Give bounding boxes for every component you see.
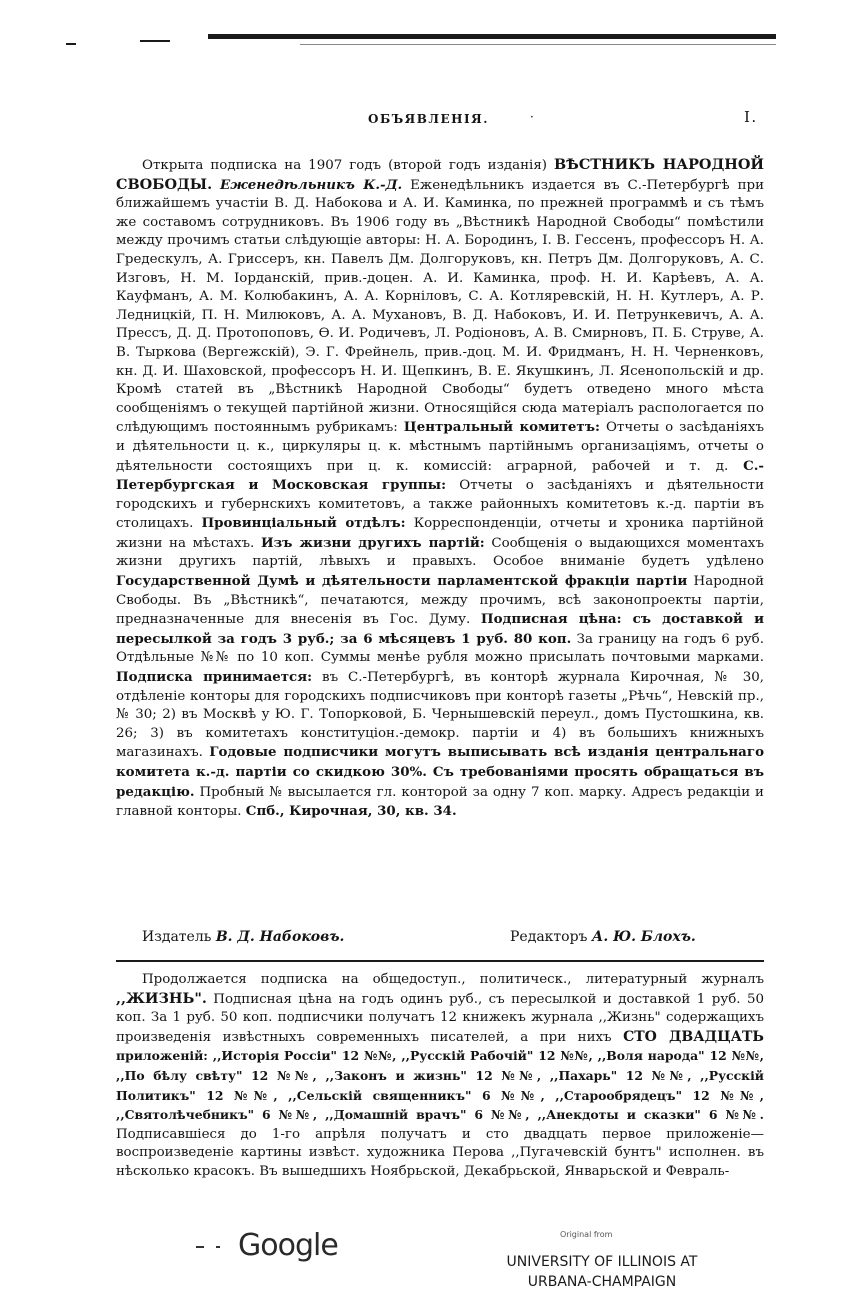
- section-divider: [116, 960, 764, 962]
- ad1-text: Еженедѣльникъ издается въ С.-Петербургѣ при ближайшемъ участіи В. Д. Набокова и А. И. Каминка, по прежней программѣ и съ тѣмъ же составомъ сотрудниковъ. Въ 1906 году въ „Вѣстникѣ Народной Свободы“ помѣстили между прочимъ статьи слѣдующіе авторы: Н. А. Бородинъ, І. В. Гессенъ, профессоръ Н. А. Гредескулъ, А. Гриссеръ, кн. Павелъ Дм. Долгоруковъ, кн. Петръ Дм. Долгоруковъ, А. С. Изговъ, Н. М. Іорданскій, прив.-доцен. А. И. Каминка, проф. Н. И. Карѣевъ, А. А. Кауфманъ, А. М. Колюбакинъ, А. А. Корнiловъ, С. А. Котляревскій, Н. Н. Кутлеръ, А. Р. Ледницкій, П. Н. Милюковъ, А. А. Мухановъ, В. Д. Набоковъ, И. И. Петрункевичъ, А. А. Прессъ, Д. Д. Протопоповъ, Ѳ. И. Родичевъ, Л. Родіоновъ, А. В. Смирновъ, П. Б. Струве, А. В. Тыркова (Вергежскій), Э. Г. Фрейнель, прив.-доц. М. И. Фридманъ, Н. Н. Черненковъ, кн. Д. И. Шаховской, профессоръ Н. И. Щепкинъ, В. Е. Якушкинъ, Л. Ясенопольскій и др. Кромѣ статей въ „Вѣстникѣ Народной Свободы“ будетъ отведено много мѣста сообщеніямъ о текущей партійной жизни. Относящійся сюда матеріалъ распологается по слѣдующимъ постояннымъ рубрикамъ:: [116, 177, 764, 436]
- header-dot: ·: [530, 110, 536, 124]
- original-from-label: Original from: [560, 1230, 613, 1239]
- ad1-rubric: Подписка принимается:: [116, 669, 313, 686]
- ad1-text: Народной Свободы. Въ „Вѣстникѣ“, печатаются, между прочимъ, всѣ законопроекты партіи, предназначенные для внесенія въ Гос. Думу.: [116, 574, 764, 628]
- editor-label: Редакторъ: [510, 929, 588, 945]
- top-rule-tick: [66, 43, 76, 45]
- ad1-text: Корреспонденціи, отчеты и хроника партійной жизни на мѣстахъ.: [116, 516, 764, 551]
- ad1-text: Отчеты о засѣданіяхъ и дѣятельности ц. к., циркуляры ц. к. мѣстнымъ партійнымъ организаціямъ, отчеты о дѣятельности состоящихъ при ц. к. комиссій: аграрной, рабочей и т. д.: [116, 420, 764, 474]
- ad1-rubric: Провинціальный отдѣлъ:: [201, 515, 406, 532]
- page-number: I.: [744, 108, 758, 126]
- ad1-text: въ С.-Петербургѣ, въ конторѣ журнала Кирочная, № 30, отдѣленіе конторы для городскихъ подписчиковъ при конторѣ газеты „Рѣчь“, Невскій пр., № 30; 2) въ Москвѣ у Ю. Г. Топорковой, Б. Чернышевскій переул., домъ Пустошкина, кв. 26; 3) въ комитетахъ конституціон.-демокр. партіи и 4) въ большихъ книжныхъ магазинахъ.: [116, 670, 764, 761]
- google-mark-dash: [216, 1246, 220, 1248]
- ad1-address: Спб., Кирочная, 30, кв. 34.: [245, 803, 457, 820]
- top-rule-thin: [300, 44, 776, 45]
- ad2-text: Продолжается подписка на общедоступ., политическ., литературный журналъ: [142, 972, 764, 987]
- top-rule-short: [140, 40, 170, 42]
- ad1-text: Отчеты о засѣданіяхъ и дѣятельности городскихъ и губернскихъ комитетовъ, а также районныхъ комитетовъ к.-д. партіи въ столицахъ.: [116, 478, 764, 532]
- advertisement-zhizn: [116, 971, 764, 1182]
- ad1-subtitle: Еженедѣльникъ К.-Д.: [220, 176, 403, 193]
- google-mark-dash: [196, 1246, 204, 1248]
- ad2-supplements: приложеній: ,,Исторія Россіи" 12 №№, ,,Русскій Рабочій" 12 №№, ,,Воля народа" 12 №№, ,,По бѣлу свѣту" 12 №№, ,,Законъ и жизнь" 12 №№, ,,Пахарь" 12 №№, ,,Русскій Политикъ" 12 №№, ,,Сельскій священникъ" 6 №№, ,,Старообрядецъ" 12 №№, ,,Cвятолѣчебникъ" 6 №№, ,,Домашній врачъ" 6 №№, ,,Анекдоты и сказки" 6 №№.: [116, 1048, 764, 1123]
- publisher-name: В. Д. Набоковъ.: [215, 929, 345, 945]
- page-title: ОБЪЯВЛЕНІЯ.: [368, 112, 489, 126]
- ad2-text: Подписная цѣна на годъ одинъ руб., съ пересылкой и доставкой 1 руб. 50 коп. За 1 руб. 50 коп. подписчики получатъ 12 книжекъ журнала ,,Жизнь" содержащихъ произведенія извѣстныхъ современныхъ писателей, а при нихъ: [116, 991, 764, 1045]
- ad2-text: Подписавшіеся до 1-го апрѣля получатъ и сто двадцать первое приложеніе—воспроизведеніе картины извѣст. художника Перова ,,Пугачевскій бунтъ" исполнен. въ нѣсколько красокъ. Въ вышедшихъ Ноябрьской, Декабрьской, Январьской и Февраль-: [116, 1126, 764, 1179]
- ad1-journal-title: ВѢСТНИКЪ НАРОДНОЙ СВОБОДЫ.: [116, 156, 764, 193]
- ad1-text: Сообщенія о выдающихся моментахъ жизни другихъ партій, лѣвыхъ и правыхъ. Особое вниманіе будетъ удѣлено: [116, 535, 765, 570]
- ad1-rubric: С.-Петербургская и Московская группы:: [116, 457, 764, 494]
- publisher-signature: [142, 929, 344, 945]
- page-header: [0, 108, 851, 130]
- ad1-price: Подписная цѣна: съ доставкой и пересылкой за годъ 3 руб.; за 6 мѣсяцевъ 1 руб. 80 коп.: [116, 611, 764, 647]
- top-rule-main: [208, 34, 776, 39]
- ad1-rubric: Изъ жизни другихъ партій:: [260, 534, 485, 551]
- ad1-text: Пробный № высылается гл. конторой за одну 7 коп. марку. Адресъ редакціи и главной конторы.: [116, 784, 764, 820]
- ad1-text: Открыта подписка на 1907 годъ (второй годъ изданія): [142, 158, 548, 173]
- ad1-emphasis: Годовые подписчики могутъ выписывать всѣ изданія центральнаго комитета к.-д. партіи со скидкою 30%. Съ требованіями просять обращаться въ редакцію.: [116, 744, 764, 800]
- ad1-emphasis: Государственной Думѣ и дѣятельности парламентской фракціи партіи: [116, 573, 688, 590]
- ad2-emphasis: СТО ДВАДЦАТЬ: [623, 1028, 764, 1045]
- ad2-journal-title: ,,ЖИЗНЬ".: [116, 989, 207, 1007]
- advertisement-vestnik: [116, 156, 764, 822]
- ad1-rubric: Центральный комитетъ:: [403, 419, 600, 436]
- ad1-text: За границу на годъ 6 руб. Отдѣльные №№ по 10 коп. Суммы менѣе рубля можно присылать почтовыми марками.: [116, 631, 765, 666]
- editor-signature: [510, 929, 696, 945]
- publisher-label: Издатель: [142, 929, 212, 945]
- editor-name: А. Ю. Блохъ.: [591, 929, 696, 945]
- google-logo: Google: [238, 1228, 338, 1263]
- university-label: UNIVERSITY OF ILLINOIS AT URBANA-CHAMPAIGN: [506, 1254, 698, 1290]
